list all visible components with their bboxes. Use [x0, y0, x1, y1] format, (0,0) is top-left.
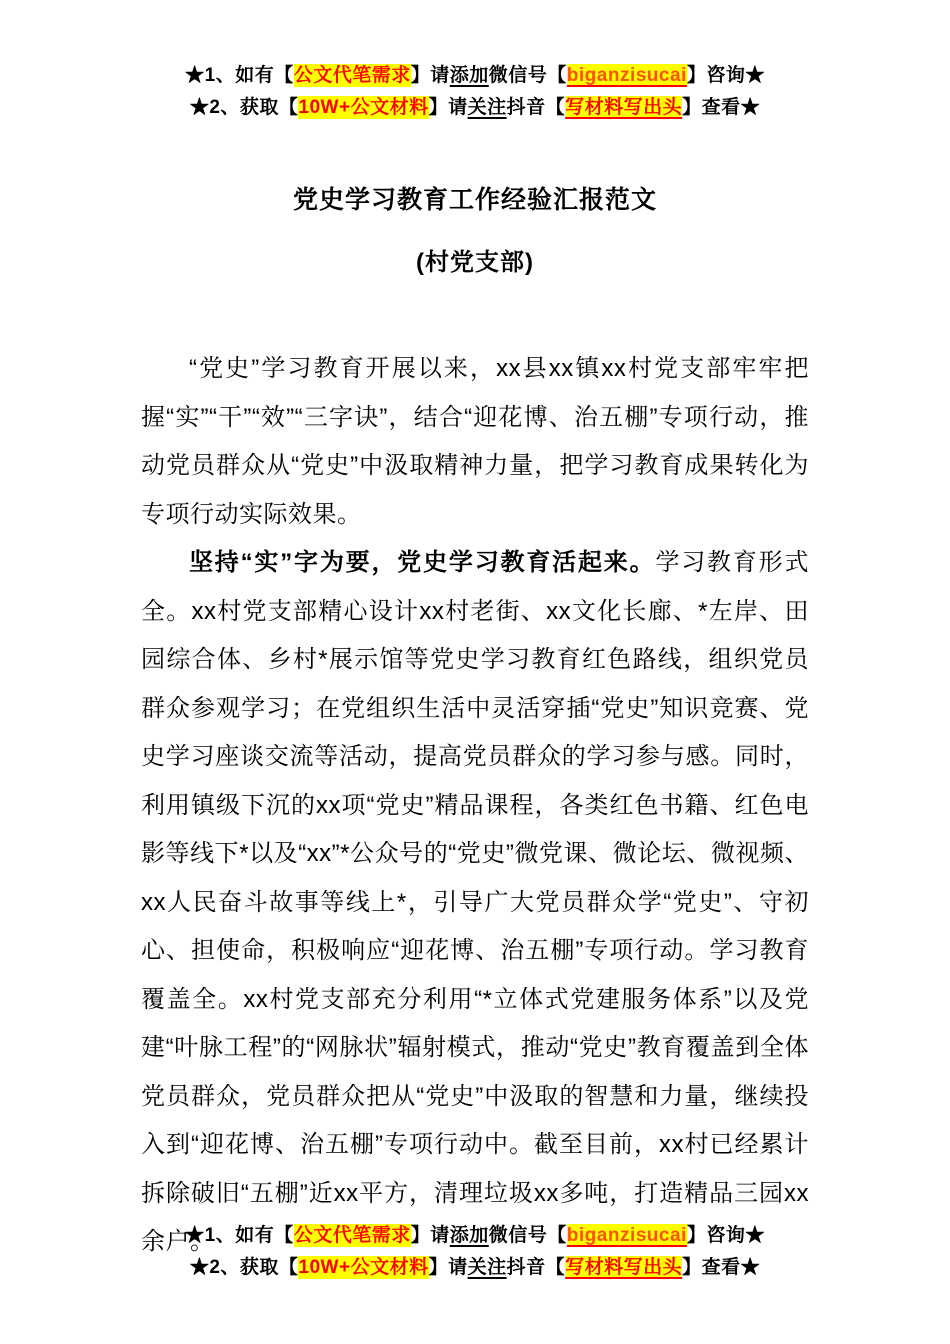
text-segment: ★2、获取【 — [189, 97, 299, 118]
text-segment: ★1、如有【 — [185, 65, 294, 86]
material-keyword-highlight: 10W+公文材料 — [298, 97, 429, 118]
add-action-underline: 添加 — [449, 65, 489, 86]
service-keyword-highlight: 公文代笔需求 — [293, 1225, 411, 1246]
promo-line-2 — [0, 1252, 950, 1284]
text-segment: 微信号【 — [488, 1225, 567, 1246]
douyin-name-highlight: 写材料写出头 — [565, 97, 683, 118]
wechat-id-highlight: biganzisucai — [566, 1225, 687, 1246]
add-action-underline: 添加 — [449, 1225, 489, 1246]
text-segment: 】请 — [410, 65, 450, 86]
document-subtitle: (村党支部) — [416, 249, 534, 276]
text-segment: “党史”学习教育开展以来，xx县xx镇xx村党支部牢牢把握“实”“干”“效”“三字诀”，结合“迎花博、治五棚”专项行动，推动党员群众从“党史”中汲取精神力量，把学习教育成果转化为专项行动实际效果。 — [141, 355, 809, 528]
follow-action-underline: 关注 — [467, 97, 507, 118]
paragraph-lead-bold: 坚持“实”字为要，党史学习教育活起来。 — [189, 549, 656, 576]
douyin-name-highlight: 写材料写出头 — [565, 1257, 683, 1278]
paragraph-1 — [141, 345, 809, 539]
document-body — [141, 345, 809, 1267]
text-segment: 】请 — [428, 1257, 468, 1278]
text-segment: 】咨询★ — [686, 1225, 765, 1246]
text-segment: ★2、获取【 — [189, 1257, 299, 1278]
promo-header — [0, 0, 950, 124]
promo-line-2 — [0, 92, 950, 124]
text-segment: 】请 — [410, 1225, 450, 1246]
material-keyword-highlight: 10W+公文材料 — [298, 1257, 429, 1278]
promo-line-1 — [0, 60, 950, 92]
text-segment: 抖音【 — [506, 97, 566, 118]
promo-footer — [0, 1220, 950, 1284]
text-segment: 抖音【 — [506, 1257, 566, 1278]
text-segment: ★1、如有【 — [185, 1225, 294, 1246]
text-segment: 微信号【 — [488, 65, 567, 86]
text-segment: 】查看★ — [682, 1257, 761, 1278]
promo-line-1 — [0, 1220, 950, 1252]
text-segment: 】请 — [428, 97, 468, 118]
wechat-id-highlight: biganzisucai — [566, 65, 687, 86]
text-segment: 学习教育形式全。xx村党支部精心设计xx村老街、xx文化长廊、*左岸、田园综合体、乡村*展示馆等党史学习教育红色路线，组织党员群众参观学习；在党组织生活中灵活穿插“党史”知识竞赛、党史学习座谈交流等活动，提高党员群众的学习参与感。同时，利用镇级下沉的xx项“党史”精品课程，各类红色书籍、红色电影等线下*以及“xx”*公众号的“党史”微党课、微论坛、微视频、xx人民奋斗故事等线上*，引导广大党员群众学“党史”、守初心、担使命，积极响应“迎花博、治五棚”专项行动。学习教育覆盖全。xx村党支部充分利用“*立体式党建服务体系”以及党建“叶脉工程”的“网脉状”辐射模式，推动“党史”教育覆盖到全体党员群众，党员群众把从“党史”中汲取的智慧和力量，继续投入到“迎花博、治五棚”专项行动中。截至目前，xx村已经累计拆除破旧“五棚”近xx平方，清理垃圾xx多吨，打造精品三园xx余户。 — [141, 549, 809, 1255]
paragraph-2 — [141, 539, 809, 1267]
service-keyword-highlight: 公文代笔需求 — [293, 65, 411, 86]
document-title: 党史学习教育工作经验汇报范文 — [292, 186, 657, 214]
text-segment: 】咨询★ — [686, 65, 765, 86]
text-segment: 】查看★ — [682, 97, 761, 118]
follow-action-underline: 关注 — [467, 1257, 507, 1278]
